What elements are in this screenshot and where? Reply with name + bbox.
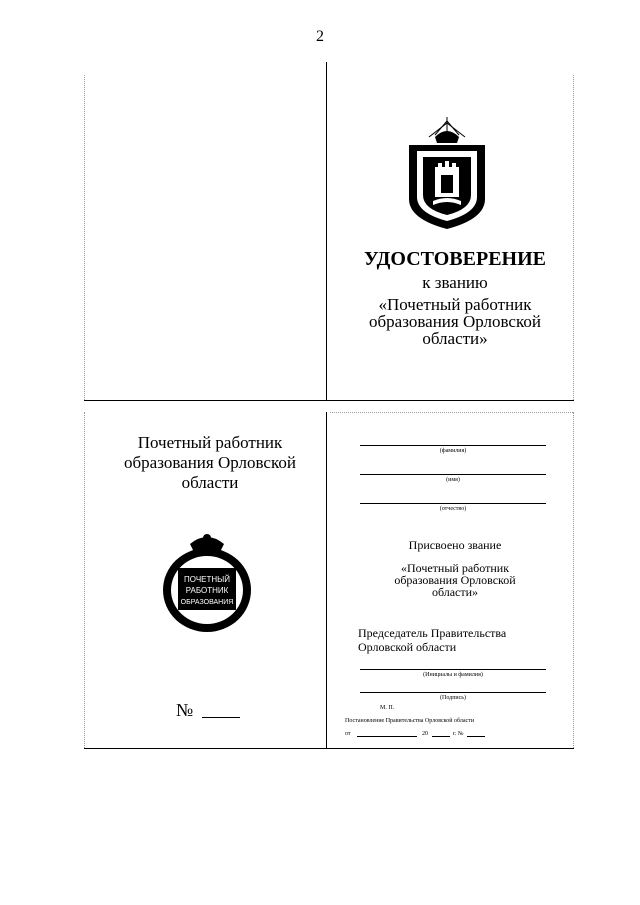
number-label: № [176, 700, 194, 720]
left-dotted-edge-bottom [84, 412, 85, 748]
decree-number-line [467, 736, 485, 737]
chair-line-2: Орловской области [358, 640, 457, 654]
awarded-label: Присвоено звание [408, 538, 502, 552]
name-line [360, 474, 546, 475]
surname-caption: (фамилия) [439, 448, 467, 454]
award-title-3: области» [431, 585, 479, 599]
initials-line [360, 669, 546, 670]
decree-date-line [357, 736, 417, 737]
left-title-line-1: Почетный работник [137, 433, 283, 452]
signature-line [360, 692, 546, 693]
decree-from: от [345, 731, 351, 737]
bottom-line [84, 748, 574, 749]
page-number: 2 [316, 28, 324, 45]
decree-g-number: г. № [453, 731, 464, 737]
fold-line [84, 400, 574, 401]
decree-year: 20 [422, 731, 428, 737]
top-dotted-edge-bottom [330, 412, 573, 413]
honor-badge-icon [160, 530, 254, 634]
chair-line-1: Председатель Правительства [358, 626, 507, 640]
badge-text-3: ОБРАЗОВАНИЯ [180, 599, 234, 606]
name-caption: (имя) [446, 477, 460, 483]
left-title-line-2: образования Орловской [124, 453, 296, 472]
signature-caption: (Подпись) [439, 695, 467, 701]
badge-text-1: ПОЧЕТНЫЙ [184, 575, 230, 584]
badge-text-2: РАБОТНИК [185, 586, 229, 595]
patronymic-line [360, 503, 546, 504]
spine-line-bottom [326, 412, 327, 748]
coat-of-arms-icon [405, 115, 489, 233]
surname-line [360, 445, 546, 446]
decree-label: Постановление Правительства Орловской области [345, 718, 475, 724]
initials-caption: (Инициалы и фамилия) [423, 672, 483, 678]
number-field-line [202, 717, 240, 718]
left-title-line-3: области [181, 473, 239, 492]
award-title-2: образования Орловской [394, 573, 516, 587]
right-dotted-edge-bottom [573, 412, 574, 748]
award-title-1: «Почетный работник [400, 561, 510, 575]
spine-line-top [326, 62, 327, 400]
stamp-label: М. П. [380, 705, 395, 711]
right-dotted-edge [573, 75, 574, 400]
cover-line-2: «Почетный работник [378, 295, 532, 314]
left-dotted-edge [84, 75, 85, 400]
cover-line-3: образования Орловской [369, 312, 541, 331]
cover-title: УДОСТОВЕРЕНИЕ [364, 248, 546, 270]
decree-year-line [432, 736, 450, 737]
patronymic-caption: (отчество) [439, 506, 467, 512]
cover-line-4: области» [422, 329, 488, 348]
cover-line-1: к званию [422, 273, 488, 292]
